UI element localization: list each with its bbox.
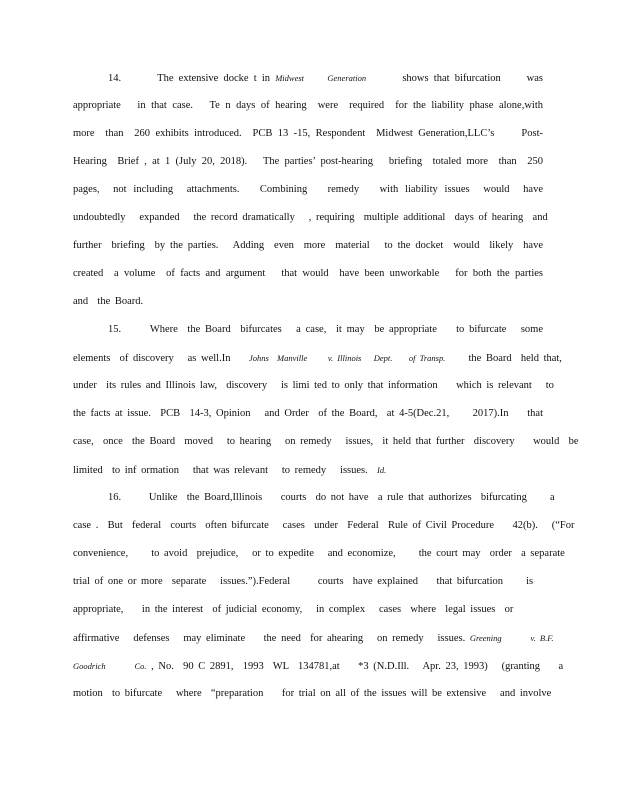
italic-citation: Goodrich Co.	[73, 661, 147, 671]
text-run: case, once the Board moved to hearing on remedy issues, it held that further discovery would be	[73, 436, 579, 447]
text-run: elements of discovery as well.In	[73, 353, 249, 364]
text-run: case . But federal courts often bifurcate cases under Federal Rule of Civil Procedure 42(b). (“For	[73, 520, 575, 531]
paragraph-15-line	[73, 407, 543, 421]
text-run: under its rules and Illinois law, discovery is limi ted to only that information which is relevant to	[73, 380, 554, 391]
text-run: further briefing by the parties. Adding even more material to the docket would likely have	[73, 240, 543, 251]
paragraph-16-line	[108, 491, 555, 505]
paragraph-15-line	[73, 435, 579, 449]
paragraph-16-line	[73, 547, 565, 561]
text-run: 14. The extensive docke t in	[108, 73, 276, 84]
text-run: 15. Where the Board bifurcates a case, it may be appropriate to bifurcate some	[108, 324, 543, 335]
paragraph-14-line	[73, 99, 543, 113]
text-run: Hearing Brief , at 1 (July 20, 2018). The parties’ post-hearing briefing totaled more than 250	[73, 156, 543, 167]
paragraph-14-line	[73, 211, 548, 225]
text-run: the facts at issue. PCB 14-3, Opinion and Order of the Board, at 4-5(Dec.21, 2017).In that	[73, 408, 543, 419]
text-run: motion to bifurcate where “preparation for trial on all of the issues will be extensive and involve	[73, 688, 552, 699]
paragraph-16-line	[73, 687, 552, 701]
text-run: and the Board.	[73, 296, 144, 307]
text-run: the Board held that,	[445, 353, 562, 364]
paragraph-14-line	[73, 295, 543, 309]
paragraph-16-line	[73, 575, 543, 589]
paragraph-14-line	[73, 267, 543, 281]
text-run: created a volume of facts and argument that would have been unworkable for both the parties	[73, 268, 543, 279]
text-run: undoubtedly expanded the record dramatically , requiring multiple additional days of hearing and	[73, 212, 548, 223]
paragraph-14-line	[73, 183, 543, 197]
italic-citation: Johns Manville v. Illinois Dept. of Transp.	[248, 353, 446, 363]
paragraph-16-line	[73, 631, 554, 645]
text-run: 16. Unlike the Board,Illinois courts do not have a rule that authorizes bifurcating a	[108, 492, 555, 503]
paragraph-15-line	[73, 379, 554, 393]
text-run: , No. 90 C 2891, 1993 WL 134781,at *3 (N.D.Ill. Apr. 23, 1993) (granting a	[146, 661, 564, 672]
paragraph-14-line	[108, 71, 543, 85]
text-run: convenience, to avoid prejudice, or to expedite and economize, the court may order a separate	[73, 548, 565, 559]
paragraph-16-line	[73, 603, 543, 617]
text-run: pages, not including attachments. Combining remedy with liability issues would have	[73, 184, 543, 195]
paragraph-16-line	[73, 659, 564, 673]
text-run: appropriate in that case. Te n days of hearing were required for the liability phase alone,with	[73, 100, 543, 111]
text-run: more than 260 exhibits introduced. PCB 13 -15, Respondent Midwest Generation,LLC’s Post-	[73, 128, 543, 139]
italic-citation: Id.	[377, 465, 387, 475]
paragraph-14-line	[73, 155, 543, 169]
paragraph-16-line	[73, 519, 575, 533]
paragraph-14-line	[73, 239, 543, 253]
text-run: affirmative defenses may eliminate the need for ahearing on remedy issues.	[73, 633, 470, 644]
text-run: appropriate, in the interest of judicial economy, in complex cases where legal issues or	[73, 604, 514, 615]
paragraph-15-line	[73, 463, 543, 477]
text-run: trial of one or more separate issues.”).Federal courts have explained that bifurcation is	[73, 576, 534, 587]
paragraph-15-line	[108, 323, 543, 337]
italic-citation: Midwest Generation	[275, 73, 367, 83]
text-run: limited to inf ormation that was relevant to remedy issues.	[73, 465, 377, 476]
text-run: shows that bifurcation was	[366, 73, 543, 84]
italic-citation: Greening v. B.F.	[469, 633, 554, 643]
paragraph-15-line	[73, 351, 562, 365]
paragraph-14-line	[73, 127, 543, 141]
